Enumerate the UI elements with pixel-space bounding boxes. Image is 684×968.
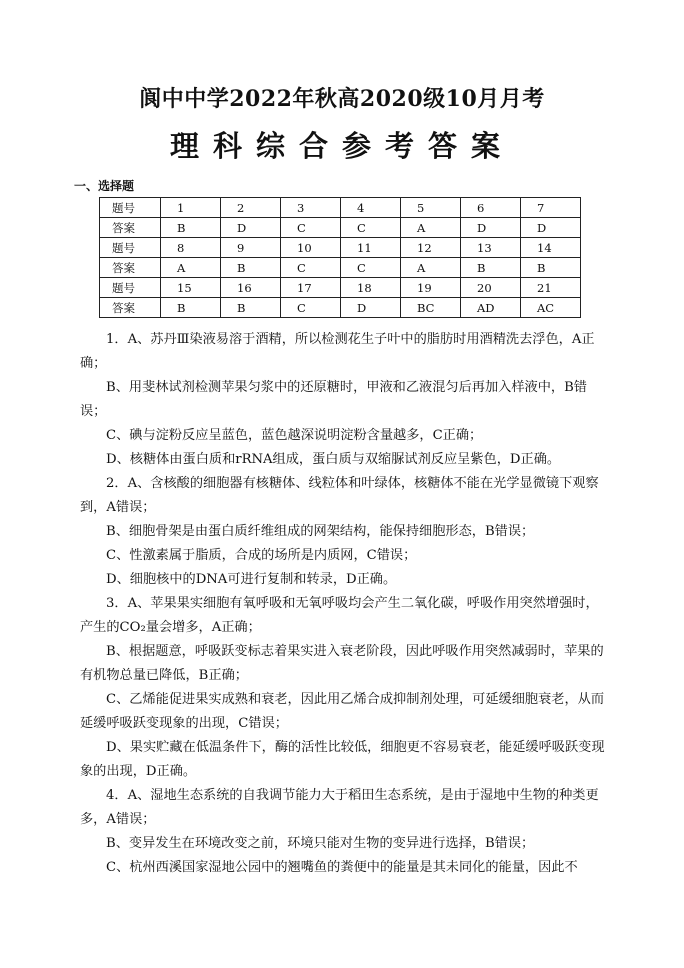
table-cell: C — [281, 218, 341, 238]
table-cell: 10 — [281, 238, 341, 258]
table-cell: 14 — [521, 238, 581, 258]
table-row — [100, 238, 581, 258]
explanation-paragraph: 3．A、苹果果实细胞有氧呼吸和无氧呼吸均会产生二氧化碳，呼吸作用突然增强时，产生的CO₂量会增多，A正确； — [80, 596, 599, 635]
table-cell: 11 — [341, 238, 401, 258]
row-header-cell: 题号 — [100, 238, 161, 258]
table-cell: B — [461, 258, 521, 278]
table-cell: 1 — [161, 198, 221, 218]
table-cell: 17 — [281, 278, 341, 298]
table-cell: D — [221, 218, 281, 238]
table-cell: B — [161, 298, 221, 318]
explanation-paragraph: 1．A、苏丹Ⅲ染液易溶于酒精，所以检测花生子叶中的脂肪时用酒精洗去浮色，A正确； — [80, 332, 595, 371]
table-cell: 15 — [161, 278, 221, 298]
table-cell: 5 — [401, 198, 461, 218]
table-cell: C — [341, 218, 401, 238]
explanation-body — [80, 328, 610, 880]
document-title: 阆中中学2022年秋高2020级10月月考 — [139, 86, 545, 112]
explanation-paragraph: D、果实贮藏在低温条件下，酶的活性比较低，细胞更不容易衰老，能延缓呼吸跃变现象的出现，D正确。 — [80, 740, 605, 779]
answer-table — [99, 197, 581, 318]
table-row — [100, 298, 581, 318]
table-cell: C — [281, 258, 341, 278]
table-cell: BC — [401, 298, 461, 318]
table-cell: 4 — [341, 198, 401, 218]
row-header-cell: 答案 — [100, 298, 161, 318]
table-cell: D — [461, 218, 521, 238]
section-heading: 一、选择题 — [74, 179, 135, 193]
table-cell: 20 — [461, 278, 521, 298]
table-cell: B — [521, 258, 581, 278]
explanation-paragraph: 4．A、湿地生态系统的自我调节能力大于稻田生态系统，是由于湿地中生物的种类更多，A错误； — [80, 788, 599, 827]
table-cell: 12 — [401, 238, 461, 258]
table-cell: 8 — [161, 238, 221, 258]
table-cell: 7 — [521, 198, 581, 218]
table-cell: D — [341, 298, 401, 318]
table-cell: 6 — [461, 198, 521, 218]
explanation-paragraph: C、碘与淀粉反应呈蓝色，蓝色越深说明淀粉含量越多，C正确； — [106, 428, 483, 443]
table-cell: C — [341, 258, 401, 278]
explanation-paragraph: C、杭州西溪国家湿地公园中的翘嘴鱼的粪便中的能量是其未同化的能量，因此不 — [106, 860, 578, 875]
table-cell: 9 — [221, 238, 281, 258]
explanation-paragraph: B、用斐林试剂检测苹果匀浆中的还原糖时，甲液和乙液混匀后再加入样液中，B错误； — [80, 380, 587, 419]
explanation-paragraph: B、变异发生在环境改变之前，环境只能对生物的变异进行选择，B错误； — [106, 836, 535, 851]
table-cell: 2 — [221, 198, 281, 218]
table-cell: C — [281, 298, 341, 318]
explanation-paragraph: 2．A、含核酸的细胞器有核糖体、线粒体和叶绿体，核糖体不能在光学显微镜下观察到，A错误； — [80, 476, 599, 515]
document-subtitle: 理科综合参考答案 — [169, 129, 514, 163]
table-row — [100, 218, 581, 238]
row-header-cell: 答案 — [100, 258, 161, 278]
table-row — [100, 198, 581, 218]
table-cell: AD — [461, 298, 521, 318]
explanation-paragraph: C、乙烯能促进果实成熟和衰老，因此用乙烯合成抑制剂处理，可延缓细胞衰老，从而延缓呼吸跃变现象的出现，C错误； — [80, 692, 605, 731]
row-header-cell: 题号 — [100, 278, 161, 298]
table-cell: B — [161, 218, 221, 238]
table-row — [100, 278, 581, 298]
row-header-cell: 题号 — [100, 198, 161, 218]
table-cell: 13 — [461, 238, 521, 258]
table-cell: 21 — [521, 278, 581, 298]
explanation-paragraph: B、根据题意，呼吸跃变标志着果实进入衰老阶段，因此呼吸作用突然减弱时，苹果的有机物总量已降低，B正确； — [80, 644, 604, 683]
table-cell: A — [401, 218, 461, 238]
row-header-cell: 答案 — [100, 218, 161, 238]
table-cell: 16 — [221, 278, 281, 298]
explanation-paragraph: D、核糖体由蛋白质和rRNA组成，蛋白质与双缩脲试剂反应呈紫色，D正确。 — [106, 452, 561, 467]
table-cell: 18 — [341, 278, 401, 298]
table-cell: B — [221, 258, 281, 278]
table-cell: 3 — [281, 198, 341, 218]
explanation-paragraph: C、性激素属于脂质，合成的场所是内质网，C错误； — [106, 548, 417, 563]
explanation-paragraph: D、细胞核中的DNA可进行复制和转录，D正确。 — [106, 572, 397, 587]
table-cell: A — [401, 258, 461, 278]
table-cell: AC — [521, 298, 581, 318]
table-row — [100, 258, 581, 278]
table-cell: D — [521, 218, 581, 238]
table-cell: B — [221, 298, 281, 318]
table-cell: 19 — [401, 278, 461, 298]
table-cell: A — [161, 258, 221, 278]
explanation-paragraph: B、细胞骨架是由蛋白质纤维组成的网架结构，能保持细胞形态，B错误； — [106, 524, 535, 539]
